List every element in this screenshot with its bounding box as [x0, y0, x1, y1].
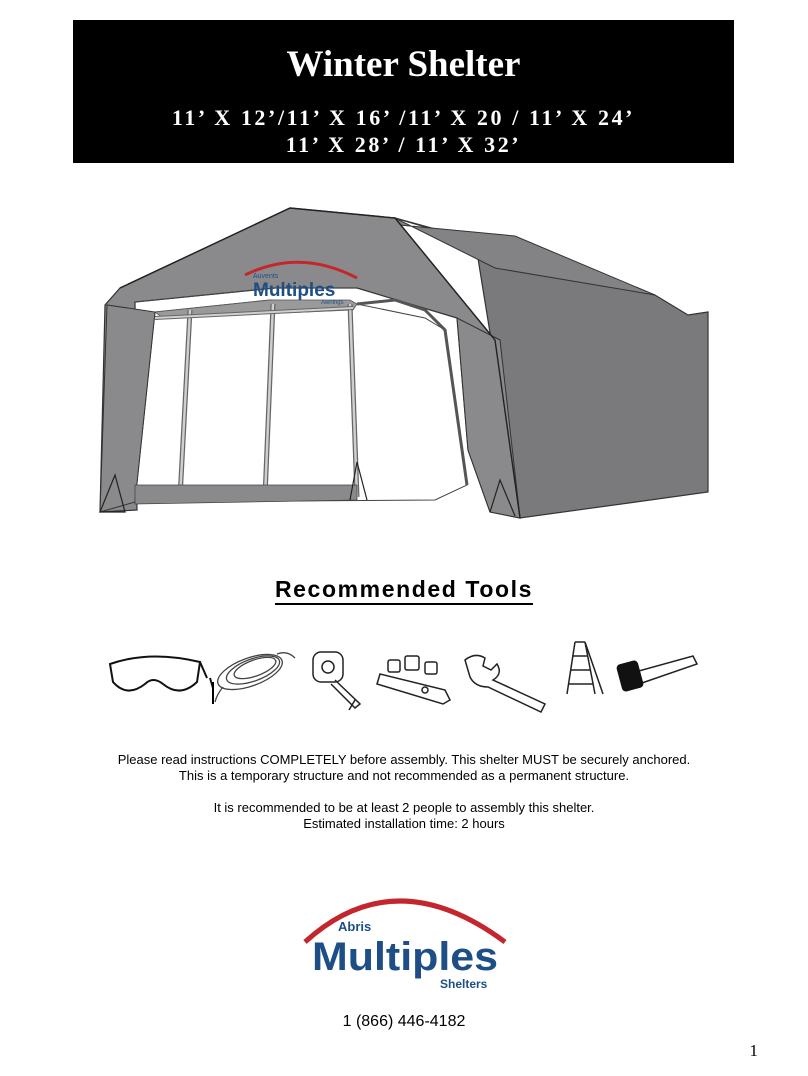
- phone-number: 1 (866) 446-4182: [342, 1013, 466, 1030]
- socket-wrench-set-icon: [377, 656, 450, 704]
- page-number: 1: [749, 1041, 758, 1060]
- instruction-line-3: It is recommended to be at least 2 people to assembly this shelter.: [213, 800, 595, 815]
- instruction-line-2: This is a temporary structure and not recommended as a permanent structure.: [178, 768, 630, 783]
- rubber-mallet-icon: [616, 656, 697, 692]
- shelter-logo-brand: Multiples: [253, 280, 336, 301]
- instruction-line-4: Estimated installation time: 2 hours: [303, 816, 505, 831]
- instruction-line-1: Please read instructions COMPLETELY before assembly. This shelter MUST be securely anchored.: [117, 752, 691, 767]
- step-ladder-icon: [567, 642, 603, 694]
- title-block: [73, 20, 734, 163]
- tape-measure-icon: [313, 652, 360, 710]
- tools-row: [105, 632, 705, 722]
- sizes-line-1: 11’ X 12’/11’ X 16’ /11’ X 20 / 11’ X 24’: [171, 105, 636, 130]
- logo-bottom-text: Shelters: [440, 977, 488, 991]
- shelter-illustration: [95, 200, 710, 525]
- page-title: Winter Shelter: [286, 44, 521, 85]
- logo-top-text: Abris: [338, 919, 372, 934]
- company-logo: [300, 880, 510, 992]
- shelter-logo-small: Auvents: [253, 273, 279, 280]
- adjustable-wrench-icon: [465, 655, 545, 712]
- instructions: [0, 752, 808, 832]
- safety-glasses-icon: [110, 656, 213, 690]
- logo-main-text: Multiples: [312, 935, 498, 979]
- rope-icon: [213, 647, 295, 704]
- shelter-logo-sub: Awnings: [321, 300, 344, 306]
- sizes-line-2: 11’ X 28’ / 11’ X 32’: [285, 132, 522, 157]
- tools-heading: Recommended Tools: [0, 576, 808, 603]
